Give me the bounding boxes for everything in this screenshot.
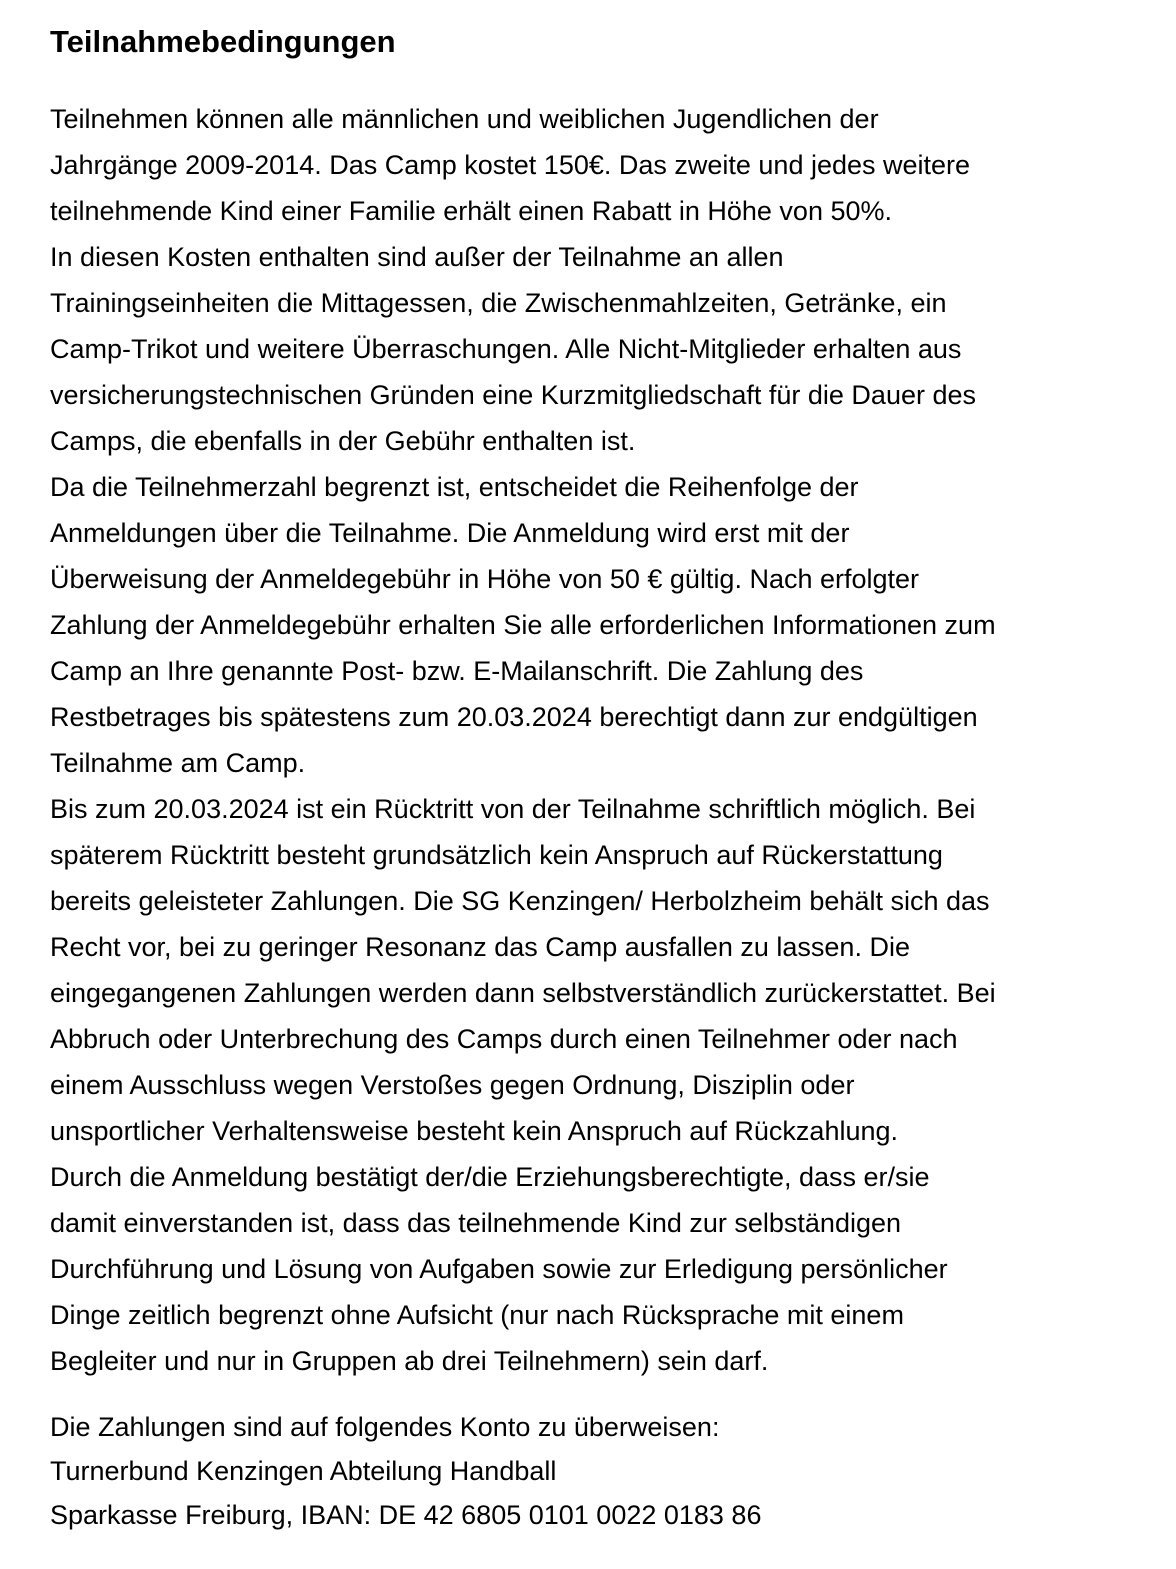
text-line: Teilnehmen können alle männlichen und weiblichen Jugendlichen der [50,104,879,134]
text-line: Begleiter und nur in Gruppen ab drei Teilnehmern) sein darf. [50,1346,769,1376]
text-line: einem Ausschluss wegen Verstoßes gegen Ordnung, Disziplin oder [50,1070,855,1100]
document-title: Teilnahmebedingungen [50,24,396,59]
text-line: versicherungstechnischen Gründen eine Kurzmitgliedschaft für die Dauer des [50,380,977,410]
text-line: späterem Rücktritt besteht grundsätzlich kein Anspruch auf Rückerstattung [50,840,943,870]
text-line: Camps, die ebenfalls in der Gebühr enthalten ist. [50,426,636,456]
text-line: Da die Teilnehmerzahl begrenzt ist, entscheidet die Reihenfolge der [50,472,859,502]
text-line: bereits geleisteter Zahlungen. Die SG Kenzingen/ Herbolzheim behält sich das [50,886,990,916]
text-line: In diesen Kosten enthalten sind außer der Teilnahme an allen [50,242,784,272]
text-line: damit einverstanden ist, dass das teilnehmende Kind zur selbständigen [50,1208,902,1238]
account-line: Sparkasse Freiburg, IBAN: DE 42 6805 0101 0022 0183 86 [50,1500,762,1530]
text-line: teilnehmende Kind einer Familie erhält einen Rabatt in Höhe von 50%. [50,196,893,226]
text-line: Camp-Trikot und weitere Überraschungen. Alle Nicht-Mitglieder erhalten aus [50,334,962,364]
text-line: Durchführung und Lösung von Aufgaben sowie zur Erledigung persönlicher [50,1254,948,1284]
text-line: Anmeldungen über die Teilnahme. Die Anmeldung wird erst mit der [50,518,850,548]
text-line: Camp an Ihre genannte Post- bzw. E-Mailanschrift. Die Zahlung des [50,656,864,686]
bank-account-info [50,1405,1160,1537]
text-line: unsportlicher Verhaltensweise besteht kein Anspruch auf Rückzahlung. [50,1116,899,1146]
conditions-text [50,96,1160,1384]
text-line: eingegangenen Zahlungen werden dann selbstverständlich zurückerstattet. Bei [50,978,996,1008]
text-line: Überweisung der Anmeldegebühr in Höhe von 50 € gültig. Nach erfolgter [50,564,920,594]
text-line: Dinge zeitlich begrenzt ohne Aufsicht (nur nach Rücksprache mit einem [50,1300,904,1330]
text-line: Zahlung der Anmeldegebühr erhalten Sie alle erforderlichen Informationen zum [50,610,996,640]
account-line: Die Zahlungen sind auf folgendes Konto zu überweisen: [50,1412,720,1442]
text-line: Trainingseinheiten die Mittagessen, die Zwischenmahlzeiten, Getränke, ein [50,288,947,318]
text-line: Jahrgänge 2009-2014. Das Camp kostet 150€. Das zweite und jedes weitere [50,150,971,180]
text-line: Durch die Anmeldung bestätigt der/die Erziehungsberechtigte, dass er/sie [50,1162,930,1192]
account-line: Turnerbund Kenzingen Abteilung Handball [50,1456,557,1486]
text-line: Recht vor, bei zu geringer Resonanz das Camp ausfallen zu lassen. Die [50,932,910,962]
text-line: Restbetrages bis spätestens zum 20.03.2024 berechtigt dann zur endgültigen [50,702,978,732]
text-line: Abbruch oder Unterbrechung des Camps durch einen Teilnehmer oder nach [50,1024,958,1054]
text-line: Bis zum 20.03.2024 ist ein Rücktritt von der Teilnahme schriftlich möglich. Bei [50,794,976,824]
text-line: Teilnahme am Camp. [50,748,306,778]
